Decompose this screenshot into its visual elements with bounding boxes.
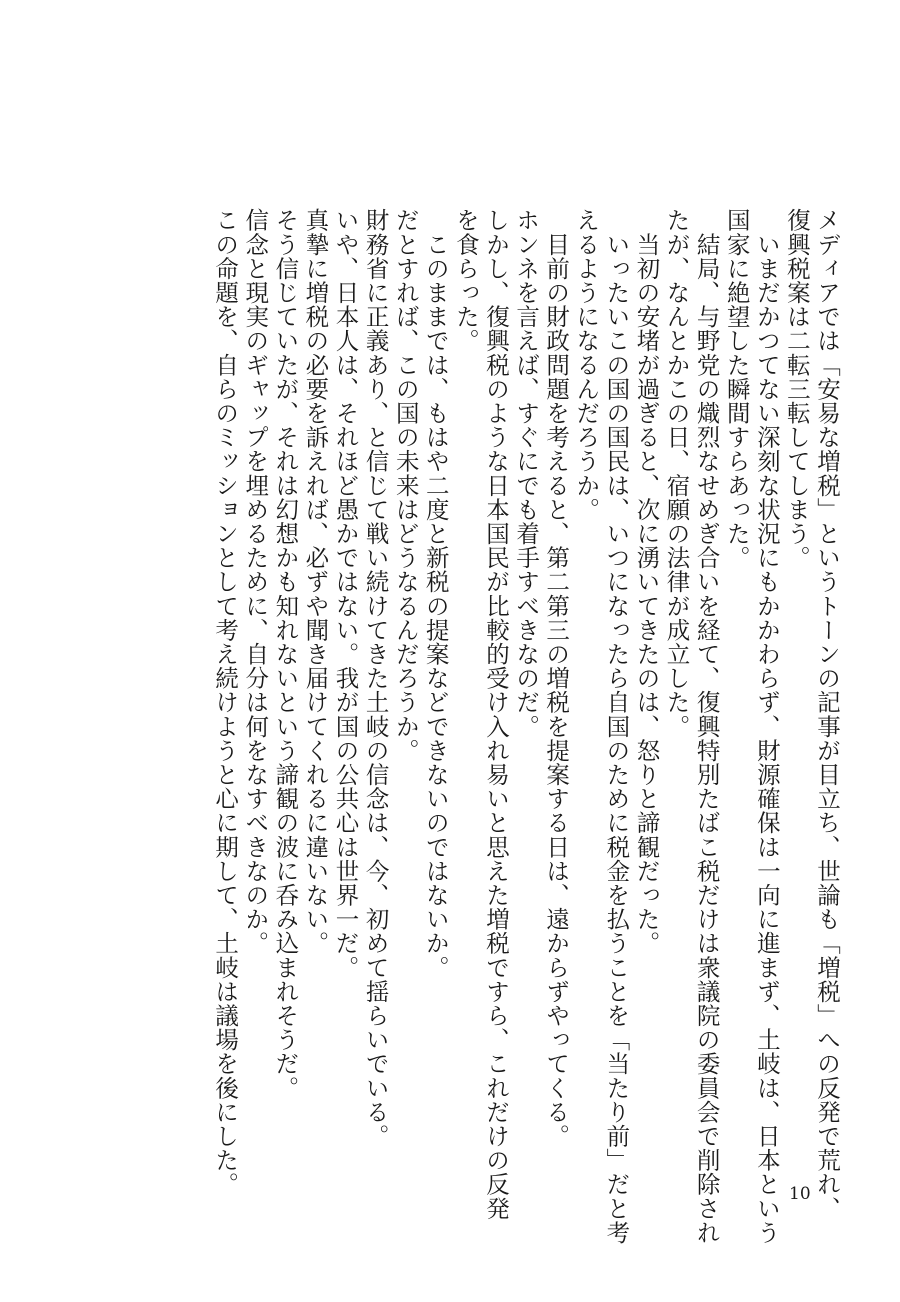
text-line: この命題を、自らのミッションとして考え続けようと心に期して、土岐は議場を後にした。 — [211, 208, 240, 1197]
text-line: 財務省に正義あり、と信じて戦い続けてきた土岐の信念は、今、初めて揺らいでいる。 — [361, 208, 390, 1148]
text-line: を食らった。 — [451, 208, 480, 353]
text-line: 当初の安堵が過ぎると、次に湧いてきたのは、怒りと諦観だった。 — [632, 208, 661, 956]
text-line: いや、日本人は、それほど愚かではない。我が国の公共心は世界一だ。 — [331, 208, 360, 980]
text-line: 目前の財政問題を考えると、第二第三の増税を提案する日は、遠からずやってくる。 — [542, 208, 571, 1148]
text-line: 国家に絶望した瞬間すらあった。 — [722, 208, 751, 570]
text-line: 真摯に増税の必要を訴えれば、必ずや聞き届けてくれるに違いない。 — [301, 208, 330, 956]
text-line: メディアでは「安易な増税」というトーンの記事が目立ち、世論も「増税」への反発で荒れ、 — [813, 208, 841, 1221]
text-line: ホンネを言えば、すぐにでも着手すべきなのだ。 — [512, 208, 541, 739]
text-line: たが、なんとかこの日、宿願の法律が成立した。 — [662, 208, 691, 739]
page-number: 10 — [789, 1184, 811, 1204]
text-line: えるようになるんだろうか。 — [572, 208, 601, 522]
text-line: そう信じていたが、それは幻想かも知れないという諦観の波に呑み込まれそうだ。 — [271, 208, 300, 1100]
text-line: しかし、復興税のような日本国民が比較的受け入れ易いと思えた増税ですら、これだけの反発 — [481, 208, 510, 1221]
text-line: いまだかつてない深刻な状況にもかかわらず、財源確保は一向に進まず、土岐は、日本という — [752, 208, 781, 1245]
text-line: 結局、与野党の熾烈なせめぎ合いを経て、復興特別たばこ税だけは衆議院の委員会で削除され — [692, 208, 721, 1245]
text-line: だとすれば、この国の未来はどうなるんだろうか。 — [391, 208, 420, 763]
text-line: いったいこの国の国民は、いつになったら自国のために税金を払うことを「当たり前」だと考 — [602, 208, 631, 1245]
text-line: このままでは、もはや二度と新税の提案などできないのではないか。 — [421, 208, 450, 980]
text-line: 復興税案は二転三転してしまう。 — [782, 208, 811, 570]
text-line: 信念と現実のギャップを埋めるために、自分は何をなすべきなのか。 — [241, 208, 270, 956]
